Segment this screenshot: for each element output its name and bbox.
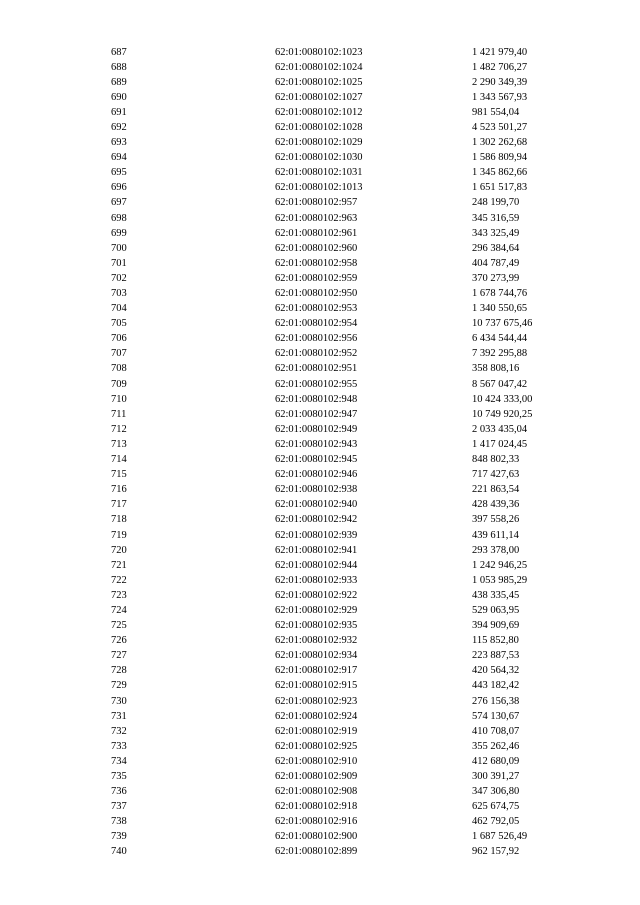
cadastral-number: 62:01:0080102:945 bbox=[275, 454, 358, 466]
row-number: 694 bbox=[111, 152, 127, 164]
cadastral-number: 62:01:0080102:957 bbox=[275, 197, 358, 209]
table-row bbox=[0, 694, 640, 709]
row-number: 730 bbox=[111, 695, 127, 707]
row-number: 710 bbox=[111, 393, 127, 405]
row-number: 712 bbox=[111, 423, 127, 435]
table-row bbox=[0, 422, 640, 437]
table-row bbox=[0, 663, 640, 678]
cadastral-number: 62:01:0080102:1013 bbox=[275, 182, 363, 194]
cadastral-value: 1 421 979,40 bbox=[472, 46, 528, 58]
row-number: 739 bbox=[111, 831, 127, 843]
row-number: 725 bbox=[111, 620, 127, 632]
table-row bbox=[0, 45, 640, 60]
cadastral-value: 2 033 435,04 bbox=[472, 423, 528, 435]
row-number: 701 bbox=[111, 257, 127, 269]
cadastral-number: 62:01:0080102:940 bbox=[275, 499, 358, 511]
cadastral-value: 848 802,33 bbox=[472, 454, 520, 466]
cadastral-number: 62:01:0080102:918 bbox=[275, 801, 358, 813]
cadastral-number: 62:01:0080102:909 bbox=[275, 771, 358, 782]
cadastral-value: 4 523 501,27 bbox=[472, 121, 528, 133]
row-number: 691 bbox=[111, 106, 127, 118]
table-row bbox=[0, 467, 640, 482]
row-number: 733 bbox=[111, 740, 127, 752]
cadastral-value: 1 687 526,49 bbox=[472, 831, 528, 843]
row-number: 720 bbox=[111, 544, 127, 556]
row-number: 714 bbox=[111, 454, 127, 466]
row-number: 700 bbox=[111, 242, 127, 254]
row-number: 718 bbox=[111, 514, 127, 526]
cadastral-number: 62:01:0080102:922 bbox=[275, 589, 358, 601]
table-row bbox=[0, 60, 640, 75]
cadastral-number: 62:01:0080102:915 bbox=[275, 680, 358, 692]
row-number: 740 bbox=[111, 846, 127, 858]
table-row bbox=[0, 588, 640, 603]
row-number: 726 bbox=[111, 635, 127, 647]
row-number: 731 bbox=[111, 710, 127, 722]
table-row bbox=[0, 75, 640, 90]
cadastral-value: 358 808,16 bbox=[472, 363, 520, 375]
row-number: 723 bbox=[111, 589, 127, 601]
table-row bbox=[0, 165, 640, 180]
table-row bbox=[0, 301, 640, 316]
cadastral-number: 62:01:0080102:963 bbox=[275, 212, 358, 224]
table-row bbox=[0, 739, 640, 754]
row-number: 737 bbox=[111, 801, 127, 813]
table-row bbox=[0, 543, 640, 558]
cadastral-number: 62:01:0080102:910 bbox=[275, 755, 358, 767]
row-number: 689 bbox=[111, 76, 127, 88]
row-number: 717 bbox=[111, 499, 127, 511]
cadastral-number: 62:01:0080102:944 bbox=[275, 559, 358, 571]
table-row bbox=[0, 271, 640, 286]
cadastral-number: 62:01:0080102:919 bbox=[275, 725, 358, 737]
cadastral-number: 62:01:0080102:1024 bbox=[275, 61, 363, 73]
table-row bbox=[0, 482, 640, 497]
table-row bbox=[0, 241, 640, 256]
cadastral-value: 345 316,59 bbox=[472, 212, 520, 224]
row-number: 709 bbox=[111, 378, 127, 390]
row-number: 734 bbox=[111, 755, 127, 767]
table-row bbox=[0, 558, 640, 573]
row-number: 721 bbox=[111, 559, 127, 571]
table-row bbox=[0, 346, 640, 361]
row-number: 692 bbox=[111, 121, 127, 133]
cadastral-value: 1 343 567,93 bbox=[472, 91, 528, 103]
cadastral-value: 1 340 550,65 bbox=[472, 303, 528, 315]
row-number: 688 bbox=[111, 61, 127, 73]
cadastral-number: 62:01:0080102:938 bbox=[275, 484, 358, 496]
table-row bbox=[0, 120, 640, 135]
table-row bbox=[0, 603, 640, 618]
cadastral-value: 439 611,14 bbox=[472, 529, 519, 541]
table-row bbox=[0, 754, 640, 769]
cadastral-number: 62:01:0080102:1023 bbox=[275, 46, 363, 58]
table-row bbox=[0, 180, 640, 195]
table-row bbox=[0, 814, 640, 829]
cadastral-value: 438 335,45 bbox=[472, 589, 520, 601]
cadastral-value: 343 325,49 bbox=[472, 227, 520, 239]
row-number: 704 bbox=[111, 303, 127, 315]
cadastral-number: 62:01:0080102:946 bbox=[275, 469, 358, 481]
row-number: 728 bbox=[111, 665, 127, 677]
table-row bbox=[0, 573, 640, 588]
table-row bbox=[0, 844, 640, 859]
cadastral-value: 276 156,38 bbox=[472, 695, 520, 707]
table-row bbox=[0, 497, 640, 512]
table-row bbox=[0, 105, 640, 120]
row-number: 736 bbox=[111, 786, 127, 798]
row-number: 696 bbox=[111, 182, 127, 194]
cadastral-number: 62:01:0080102:929 bbox=[275, 604, 358, 616]
cadastral-value: 420 564,32 bbox=[472, 665, 520, 677]
cadastral-value: 296 384,64 bbox=[472, 242, 520, 254]
cadastral-value: 717 427,63 bbox=[472, 469, 520, 481]
row-number: 707 bbox=[111, 348, 127, 360]
row-number: 697 bbox=[111, 197, 127, 209]
cadastral-number: 62:01:0080102:925 bbox=[275, 740, 358, 752]
table-row bbox=[0, 316, 640, 331]
table-row bbox=[0, 226, 640, 241]
cadastral-value: 1 482 706,27 bbox=[472, 61, 528, 73]
cadastral-value: 293 378,00 bbox=[472, 544, 520, 556]
cadastral-number: 62:01:0080102:1028 bbox=[275, 121, 363, 133]
cadastral-value: 1 586 809,94 bbox=[472, 152, 528, 164]
row-number: 732 bbox=[111, 725, 127, 737]
cadastral-number: 62:01:0080102:908 bbox=[275, 786, 358, 798]
cadastral-value: 6 434 544,44 bbox=[472, 333, 528, 345]
cadastral-number: 62:01:0080102:958 bbox=[275, 257, 358, 269]
cadastral-number: 62:01:0080102:953 bbox=[275, 303, 358, 315]
row-number: 711 bbox=[111, 408, 127, 420]
cadastral-value: 404 787,49 bbox=[472, 257, 520, 269]
cadastral-value: 347 306,80 bbox=[472, 786, 520, 798]
cadastral-value: 962 157,92 bbox=[472, 846, 520, 858]
table-row bbox=[0, 392, 640, 407]
cadastral-number: 62:01:0080102:935 bbox=[275, 620, 358, 632]
table-row bbox=[0, 648, 640, 663]
cadastral-value: 248 199,70 bbox=[472, 197, 520, 209]
cadastral-number: 62:01:0080102:917 bbox=[275, 665, 358, 677]
table-row bbox=[0, 452, 640, 467]
row-number: 735 bbox=[111, 771, 127, 782]
cadastral-number: 62:01:0080102:942 bbox=[275, 514, 358, 526]
cadastral-number: 62:01:0080102:934 bbox=[275, 650, 358, 662]
row-number: 693 bbox=[111, 137, 127, 149]
table-row bbox=[0, 829, 640, 844]
table-row bbox=[0, 256, 640, 271]
row-number: 702 bbox=[111, 272, 127, 284]
cadastral-value: 115 852,80 bbox=[472, 635, 519, 647]
table-row bbox=[0, 678, 640, 693]
cadastral-number: 62:01:0080102:923 bbox=[275, 695, 358, 707]
cadastral-number: 62:01:0080102:1012 bbox=[275, 106, 363, 118]
cadastral-value: 1 242 946,25 bbox=[472, 559, 528, 571]
table-row bbox=[0, 377, 640, 392]
row-number: 715 bbox=[111, 469, 127, 481]
cadastral-value: 300 391,27 bbox=[472, 771, 520, 782]
row-number: 690 bbox=[111, 91, 127, 103]
table-row bbox=[0, 361, 640, 376]
cadastral-number: 62:01:0080102:1031 bbox=[275, 167, 363, 179]
cadastral-value: 625 674,75 bbox=[472, 801, 520, 813]
cadastral-value: 8 567 047,42 bbox=[472, 378, 528, 390]
cadastral-value: 394 909,69 bbox=[472, 620, 520, 632]
cadastral-value: 410 708,07 bbox=[472, 725, 520, 737]
cadastral-number: 62:01:0080102:932 bbox=[275, 635, 358, 647]
table-row bbox=[0, 784, 640, 799]
cadastral-value: 223 887,53 bbox=[472, 650, 520, 662]
cadastral-number: 62:01:0080102:900 bbox=[275, 831, 358, 843]
table-row bbox=[0, 195, 640, 210]
cadastral-value: 529 063,95 bbox=[472, 604, 520, 616]
row-number: 705 bbox=[111, 318, 127, 330]
cadastral-number: 62:01:0080102:947 bbox=[275, 408, 358, 420]
table-row bbox=[0, 331, 640, 346]
cadastral-value: 1 678 744,76 bbox=[472, 288, 528, 299]
cadastral-number: 62:01:0080102:1030 bbox=[275, 152, 363, 164]
cadastral-value: 355 262,46 bbox=[472, 740, 520, 752]
cadastral-value: 428 439,36 bbox=[472, 499, 520, 511]
row-number: 729 bbox=[111, 680, 127, 692]
cadastral-number: 62:01:0080102:916 bbox=[275, 816, 358, 828]
row-number: 706 bbox=[111, 333, 127, 345]
cadastral-number: 62:01:0080102:960 bbox=[275, 242, 358, 254]
cadastral-number: 62:01:0080102:1025 bbox=[275, 76, 363, 88]
cadastral-value: 462 792,05 bbox=[472, 816, 520, 828]
cadastral-number: 62:01:0080102:933 bbox=[275, 574, 358, 586]
table-row bbox=[0, 407, 640, 422]
table-row bbox=[0, 528, 640, 543]
cadastral-number: 62:01:0080102:1027 bbox=[275, 91, 363, 103]
table-row bbox=[0, 709, 640, 724]
row-number: 719 bbox=[111, 529, 127, 541]
table-row bbox=[0, 512, 640, 527]
row-number: 708 bbox=[111, 363, 127, 375]
cadastral-value: 443 182,42 bbox=[472, 680, 520, 692]
table-row bbox=[0, 618, 640, 633]
table-row bbox=[0, 633, 640, 648]
cadastral-value: 7 392 295,88 bbox=[472, 348, 528, 360]
cadastral-value: 981 554,04 bbox=[472, 106, 520, 118]
cadastral-number: 62:01:0080102:952 bbox=[275, 348, 358, 360]
cadastral-value: 1 345 862,66 bbox=[472, 167, 528, 179]
cadastral-number: 62:01:0080102:948 bbox=[275, 393, 358, 405]
row-number: 695 bbox=[111, 167, 127, 179]
row-number: 738 bbox=[111, 816, 127, 828]
cadastral-number: 62:01:0080102:899 bbox=[275, 846, 358, 858]
table-row bbox=[0, 211, 640, 226]
cadastral-number: 62:01:0080102:951 bbox=[275, 363, 358, 375]
table-row bbox=[0, 150, 640, 165]
row-number: 713 bbox=[111, 438, 127, 450]
cadastral-value-table bbox=[0, 45, 640, 860]
cadastral-value: 1 651 517,83 bbox=[472, 182, 528, 194]
cadastral-number: 62:01:0080102:959 bbox=[275, 272, 358, 284]
cadastral-number: 62:01:0080102:954 bbox=[275, 318, 358, 330]
row-number: 724 bbox=[111, 604, 127, 616]
row-number: 703 bbox=[111, 288, 127, 299]
cadastral-value: 397 558,26 bbox=[472, 514, 520, 526]
row-number: 716 bbox=[111, 484, 127, 496]
table-row bbox=[0, 286, 640, 301]
cadastral-number: 62:01:0080102:961 bbox=[275, 227, 358, 239]
cadastral-value: 221 863,54 bbox=[472, 484, 520, 496]
cadastral-value: 1 302 262,68 bbox=[472, 137, 528, 149]
cadastral-number: 62:01:0080102:943 bbox=[275, 438, 358, 450]
row-number: 698 bbox=[111, 212, 127, 224]
row-number: 687 bbox=[111, 46, 127, 58]
cadastral-value: 412 680,09 bbox=[472, 755, 520, 767]
table-row bbox=[0, 437, 640, 452]
table-row bbox=[0, 799, 640, 814]
cadastral-number: 62:01:0080102:950 bbox=[275, 288, 358, 299]
row-number: 699 bbox=[111, 227, 127, 239]
table-row bbox=[0, 769, 640, 784]
table-row bbox=[0, 90, 640, 105]
cadastral-number: 62:01:0080102:949 bbox=[275, 423, 358, 435]
table-row bbox=[0, 724, 640, 739]
row-number: 727 bbox=[111, 650, 127, 662]
cadastral-value: 10 737 675,46 bbox=[472, 318, 533, 330]
cadastral-value: 2 290 349,39 bbox=[472, 76, 528, 88]
cadastral-value: 370 273,99 bbox=[472, 272, 520, 284]
cadastral-number: 62:01:0080102:955 bbox=[275, 378, 358, 390]
cadastral-number: 62:01:0080102:924 bbox=[275, 710, 358, 722]
cadastral-value: 574 130,67 bbox=[472, 710, 520, 722]
row-number: 722 bbox=[111, 574, 127, 586]
cadastral-number: 62:01:0080102:956 bbox=[275, 333, 358, 345]
cadastral-number: 62:01:0080102:941 bbox=[275, 544, 358, 556]
cadastral-value: 1 053 985,29 bbox=[472, 574, 528, 586]
cadastral-value: 10 749 920,25 bbox=[472, 408, 533, 420]
cadastral-number: 62:01:0080102:939 bbox=[275, 529, 358, 541]
table-row bbox=[0, 135, 640, 150]
cadastral-value: 10 424 333,00 bbox=[472, 393, 533, 405]
cadastral-number: 62:01:0080102:1029 bbox=[275, 137, 363, 149]
cadastral-value: 1 417 024,45 bbox=[472, 438, 528, 450]
